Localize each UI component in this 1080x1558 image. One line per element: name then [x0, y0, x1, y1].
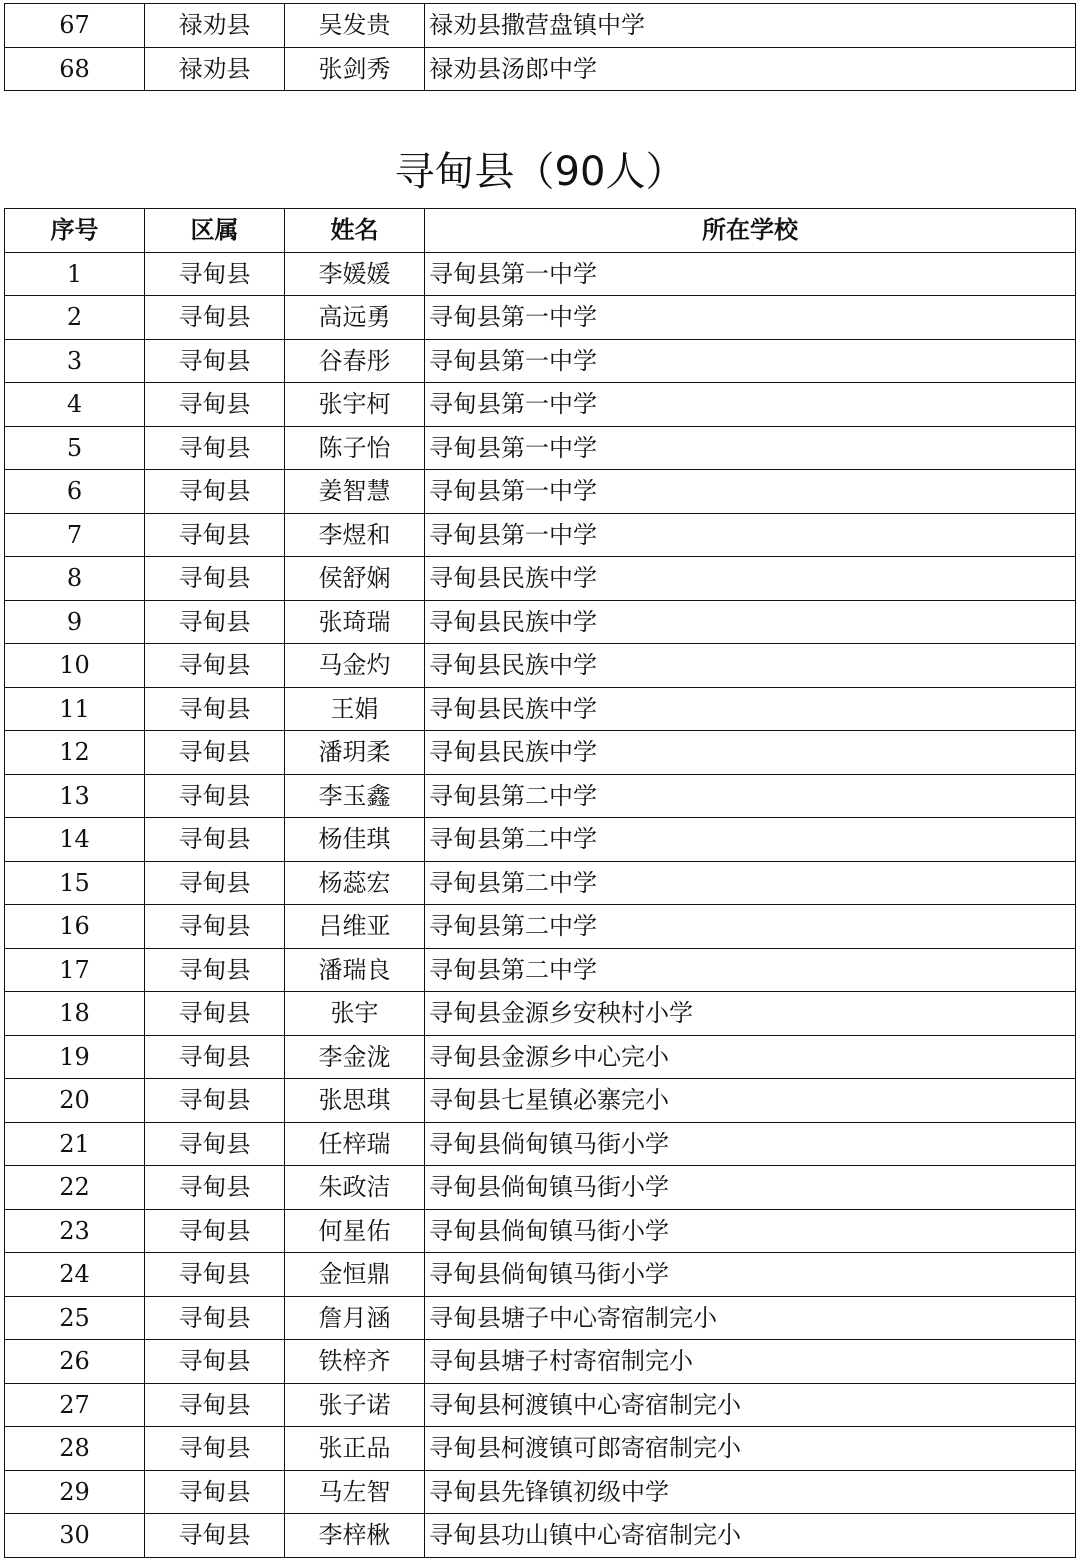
cell-county: 寻甸县 — [145, 557, 285, 601]
cell-county: 禄劝县 — [145, 4, 285, 48]
header-name: 姓名 — [285, 209, 425, 253]
table-row — [5, 1296, 1076, 1340]
table-row — [5, 1209, 1076, 1253]
cell-county: 寻甸县 — [145, 1470, 285, 1514]
cell-name: 马左智 — [285, 1470, 425, 1514]
cell-name: 朱政洁 — [285, 1166, 425, 1210]
cell-school: 寻甸县第二中学 — [425, 774, 1076, 818]
cell-county: 寻甸县 — [145, 1166, 285, 1210]
cell-name: 铁梓齐 — [285, 1340, 425, 1384]
cell-name: 张琦瑞 — [285, 600, 425, 644]
cell-county: 寻甸县 — [145, 948, 285, 992]
table-row — [5, 644, 1076, 688]
table-row — [5, 470, 1076, 514]
cell-no: 27 — [5, 1383, 145, 1427]
table-row — [5, 1166, 1076, 1210]
cell-name: 杨佳琪 — [285, 818, 425, 862]
table-row — [5, 774, 1076, 818]
cell-school: 禄劝县汤郎中学 — [425, 47, 1076, 91]
cell-county: 寻甸县 — [145, 470, 285, 514]
table-row — [5, 383, 1076, 427]
cell-county: 寻甸县 — [145, 1514, 285, 1558]
cell-name: 何星佑 — [285, 1209, 425, 1253]
cell-school: 寻甸县金源乡安秧村小学 — [425, 992, 1076, 1036]
cell-school: 寻甸县民族中学 — [425, 557, 1076, 601]
table-row — [5, 557, 1076, 601]
cell-school: 寻甸县第二中学 — [425, 861, 1076, 905]
table-row — [5, 252, 1076, 296]
table-row — [5, 905, 1076, 949]
cell-name: 张宇 — [285, 992, 425, 1036]
cell-county: 禄劝县 — [145, 47, 285, 91]
cell-no: 20 — [5, 1079, 145, 1123]
cell-county: 寻甸县 — [145, 731, 285, 775]
cell-no: 30 — [5, 1514, 145, 1558]
table-row — [5, 948, 1076, 992]
cell-name: 任梓瑞 — [285, 1122, 425, 1166]
cell-no: 21 — [5, 1122, 145, 1166]
cell-no: 13 — [5, 774, 145, 818]
cell-school: 寻甸县七星镇必寨完小 — [425, 1079, 1076, 1123]
cell-no: 4 — [5, 383, 145, 427]
table-row — [5, 1470, 1076, 1514]
table-row — [5, 1427, 1076, 1471]
cell-no: 9 — [5, 600, 145, 644]
cell-name: 张剑秀 — [285, 47, 425, 91]
table-row — [5, 687, 1076, 731]
cell-school: 寻甸县民族中学 — [425, 687, 1076, 731]
cell-school: 寻甸县塘子中心寄宿制完小 — [425, 1296, 1076, 1340]
cell-county: 寻甸县 — [145, 600, 285, 644]
table-row — [5, 861, 1076, 905]
cell-county: 寻甸县 — [145, 252, 285, 296]
cell-school: 寻甸县柯渡镇可郎寄宿制完小 — [425, 1427, 1076, 1471]
cell-school: 寻甸县民族中学 — [425, 731, 1076, 775]
cell-county: 寻甸县 — [145, 992, 285, 1036]
cell-name: 张正品 — [285, 1427, 425, 1471]
cell-name: 张思琪 — [285, 1079, 425, 1123]
cell-school: 寻甸县倘甸镇马街小学 — [425, 1253, 1076, 1297]
cell-no: 29 — [5, 1470, 145, 1514]
table-row — [5, 1035, 1076, 1079]
cell-no: 19 — [5, 1035, 145, 1079]
cell-name: 李梓楸 — [285, 1514, 425, 1558]
cell-county: 寻甸县 — [145, 1035, 285, 1079]
cell-name: 王娟 — [285, 687, 425, 731]
table-row — [5, 600, 1076, 644]
cell-no: 8 — [5, 557, 145, 601]
table-row — [5, 47, 1076, 91]
table-row — [5, 1253, 1076, 1297]
cell-name: 杨蕊宏 — [285, 861, 425, 905]
cell-school: 寻甸县第一中学 — [425, 339, 1076, 383]
table-row — [5, 513, 1076, 557]
cell-county: 寻甸县 — [145, 1427, 285, 1471]
cell-name: 张子诺 — [285, 1383, 425, 1427]
table-row — [5, 1514, 1076, 1558]
cell-no: 67 — [5, 4, 145, 48]
cell-name: 李玉鑫 — [285, 774, 425, 818]
table-row — [5, 296, 1076, 340]
cell-name: 潘玥柔 — [285, 731, 425, 775]
cell-school: 禄劝县撒营盘镇中学 — [425, 4, 1076, 48]
cell-county: 寻甸县 — [145, 818, 285, 862]
cell-school: 寻甸县塘子村寄宿制完小 — [425, 1340, 1076, 1384]
table-row — [5, 339, 1076, 383]
table-row — [5, 992, 1076, 1036]
cell-no: 28 — [5, 1427, 145, 1471]
header-county: 区属 — [145, 209, 285, 253]
cell-school: 寻甸县第一中学 — [425, 513, 1076, 557]
cell-county: 寻甸县 — [145, 1340, 285, 1384]
cell-county: 寻甸县 — [145, 687, 285, 731]
cell-no: 22 — [5, 1166, 145, 1210]
cell-school: 寻甸县第二中学 — [425, 948, 1076, 992]
cell-name: 金恒鼎 — [285, 1253, 425, 1297]
cell-no: 25 — [5, 1296, 145, 1340]
cell-school: 寻甸县第二中学 — [425, 818, 1076, 862]
cell-school: 寻甸县第一中学 — [425, 470, 1076, 514]
cell-county: 寻甸县 — [145, 905, 285, 949]
cell-county: 寻甸县 — [145, 1209, 285, 1253]
table-row — [5, 818, 1076, 862]
cell-school: 寻甸县第一中学 — [425, 252, 1076, 296]
table-row — [5, 1079, 1076, 1123]
cell-county: 寻甸县 — [145, 861, 285, 905]
cell-county: 寻甸县 — [145, 1253, 285, 1297]
cell-name: 高远勇 — [285, 296, 425, 340]
cell-county: 寻甸县 — [145, 296, 285, 340]
cell-school: 寻甸县倘甸镇马街小学 — [425, 1166, 1076, 1210]
cell-name: 陈子怡 — [285, 426, 425, 470]
cell-name: 侯舒娴 — [285, 557, 425, 601]
cell-county: 寻甸县 — [145, 644, 285, 688]
cell-name: 詹月涵 — [285, 1296, 425, 1340]
cell-school: 寻甸县金源乡中心完小 — [425, 1035, 1076, 1079]
cell-school: 寻甸县倘甸镇马街小学 — [425, 1209, 1076, 1253]
header-school: 所在学校 — [425, 209, 1076, 253]
cell-name: 谷春彤 — [285, 339, 425, 383]
cell-name: 李金泷 — [285, 1035, 425, 1079]
cell-no: 17 — [5, 948, 145, 992]
cell-school: 寻甸县第二中学 — [425, 905, 1076, 949]
cell-no: 3 — [5, 339, 145, 383]
cell-no: 68 — [5, 47, 145, 91]
cell-no: 2 — [5, 296, 145, 340]
cell-no: 16 — [5, 905, 145, 949]
cell-no: 10 — [5, 644, 145, 688]
roster-table — [4, 208, 1076, 1558]
cell-county: 寻甸县 — [145, 513, 285, 557]
cell-name: 李煜和 — [285, 513, 425, 557]
section-title: 寻甸县（90人） — [394, 149, 686, 195]
cell-name: 姜智慧 — [285, 470, 425, 514]
cell-county: 寻甸县 — [145, 1122, 285, 1166]
cell-county: 寻甸县 — [145, 426, 285, 470]
cell-no: 24 — [5, 1253, 145, 1297]
cell-no: 15 — [5, 861, 145, 905]
cell-no: 26 — [5, 1340, 145, 1384]
cell-name: 吕维亚 — [285, 905, 425, 949]
cell-no: 6 — [5, 470, 145, 514]
cell-county: 寻甸县 — [145, 1383, 285, 1427]
cell-county: 寻甸县 — [145, 774, 285, 818]
cell-school: 寻甸县功山镇中心寄宿制完小 — [425, 1514, 1076, 1558]
continued-table — [4, 3, 1076, 91]
table-row — [5, 4, 1076, 48]
cell-name: 李媛媛 — [285, 252, 425, 296]
table-row — [5, 1340, 1076, 1384]
table-row — [5, 426, 1076, 470]
cell-no: 12 — [5, 731, 145, 775]
table-row — [5, 1383, 1076, 1427]
cell-school: 寻甸县第一中学 — [425, 383, 1076, 427]
cell-county: 寻甸县 — [145, 1296, 285, 1340]
cell-county: 寻甸县 — [145, 383, 285, 427]
cell-no: 5 — [5, 426, 145, 470]
cell-school: 寻甸县第一中学 — [425, 296, 1076, 340]
cell-school: 寻甸县先锋镇初级中学 — [425, 1470, 1076, 1514]
cell-name: 马金灼 — [285, 644, 425, 688]
cell-name: 吴发贵 — [285, 4, 425, 48]
cell-no: 14 — [5, 818, 145, 862]
header-no: 序号 — [5, 209, 145, 253]
cell-school: 寻甸县民族中学 — [425, 600, 1076, 644]
cell-school: 寻甸县倘甸镇马街小学 — [425, 1122, 1076, 1166]
cell-no: 23 — [5, 1209, 145, 1253]
cell-school: 寻甸县民族中学 — [425, 644, 1076, 688]
cell-name: 张宇柯 — [285, 383, 425, 427]
cell-school: 寻甸县柯渡镇中心寄宿制完小 — [425, 1383, 1076, 1427]
cell-county: 寻甸县 — [145, 1079, 285, 1123]
cell-no: 7 — [5, 513, 145, 557]
table-row — [5, 1122, 1076, 1166]
header-row — [5, 209, 1076, 253]
cell-county: 寻甸县 — [145, 339, 285, 383]
table-row — [5, 731, 1076, 775]
cell-school: 寻甸县第一中学 — [425, 426, 1076, 470]
cell-name: 潘瑞良 — [285, 948, 425, 992]
cell-no: 18 — [5, 992, 145, 1036]
cell-no: 1 — [5, 252, 145, 296]
cell-no: 11 — [5, 687, 145, 731]
